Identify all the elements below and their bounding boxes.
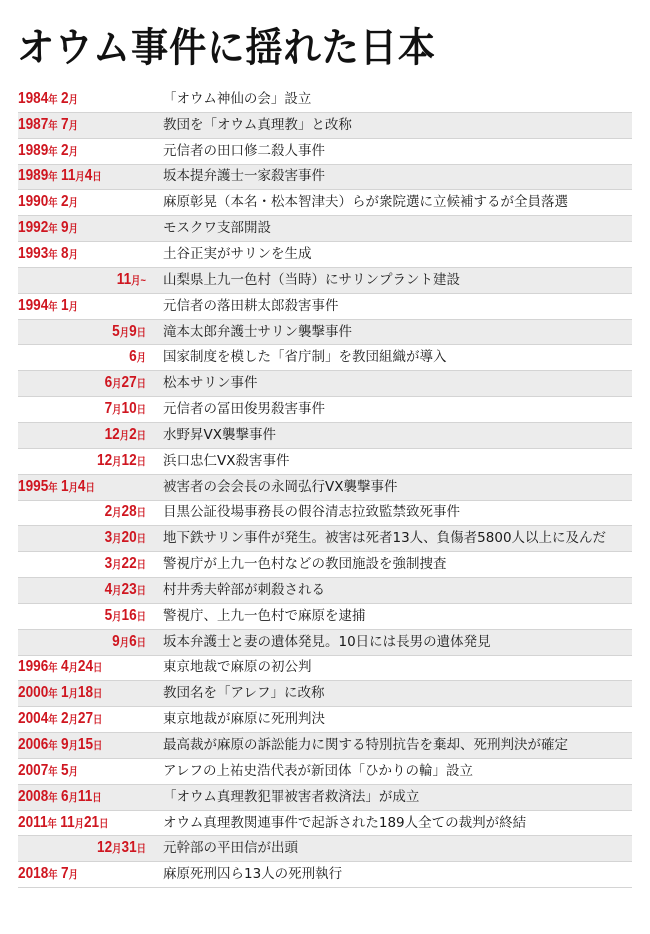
date-day: 2 bbox=[129, 425, 137, 443]
date-year: 1989 bbox=[18, 141, 49, 159]
event-description: 村井秀夫幹部が刺殺される bbox=[163, 581, 325, 598]
date-day-unit: 日 bbox=[136, 610, 146, 623]
event-date bbox=[36, 319, 147, 346]
date-year-unit: 年 bbox=[48, 248, 58, 261]
date-month: 11 bbox=[61, 167, 76, 185]
date-month: 12 bbox=[97, 839, 113, 857]
date-month: 1 bbox=[61, 296, 69, 314]
date-day: 11 bbox=[77, 787, 93, 805]
timeline-row bbox=[18, 320, 632, 346]
date-month: 11 bbox=[116, 270, 132, 288]
date-day: 24 bbox=[77, 658, 94, 676]
timeline-row bbox=[18, 294, 632, 320]
date-month-unit: 月 bbox=[68, 145, 78, 158]
event-date bbox=[36, 344, 147, 371]
date-year: 1993 bbox=[18, 244, 49, 262]
date-year: 2018 bbox=[18, 865, 49, 883]
date-suffix: ~ bbox=[140, 274, 146, 287]
date-day-unit: 日 bbox=[92, 171, 102, 184]
date-month-unit: 月 bbox=[68, 248, 78, 261]
date-day: 18 bbox=[77, 684, 94, 702]
date-year-unit: 年 bbox=[48, 119, 58, 132]
timeline-row bbox=[18, 242, 632, 268]
date-year: 1992 bbox=[18, 219, 49, 237]
timeline-row bbox=[18, 604, 632, 630]
event-description: 地下鉄サリン事件が発生。被害は死者13人、負傷者5800人以上に及んだ bbox=[163, 530, 607, 547]
date-day-unit: 日 bbox=[136, 584, 146, 597]
timeline-row bbox=[18, 681, 632, 707]
event-description: アレフの上祐史浩代表が新団体「ひかりの輪」設立 bbox=[163, 762, 473, 779]
event-description: 土谷正実がサリンを生成 bbox=[163, 245, 312, 262]
event-description: 教団名を「アレフ」に改称 bbox=[163, 685, 325, 702]
date-month-unit: 月 bbox=[131, 274, 141, 287]
event-date bbox=[36, 396, 147, 423]
event-date bbox=[18, 654, 130, 681]
timeline-row bbox=[18, 656, 632, 682]
timeline-row bbox=[18, 165, 632, 191]
event-date bbox=[18, 784, 130, 811]
event-description: 元信者の田口修二殺人事件 bbox=[163, 142, 325, 159]
timeline-row bbox=[18, 113, 632, 139]
date-month-unit: 月 bbox=[68, 791, 78, 804]
date-month: 2 bbox=[104, 503, 113, 521]
event-description: 最高裁が麻原の訴訟能力に関する特別抗告を棄却、死刑判決が確定 bbox=[163, 737, 568, 754]
timeline-row bbox=[18, 811, 632, 837]
date-day: 21 bbox=[83, 813, 100, 831]
date-month-unit: 月 bbox=[68, 300, 78, 313]
date-year-unit: 年 bbox=[48, 171, 58, 184]
timeline-row bbox=[18, 216, 632, 242]
date-year-unit: 年 bbox=[48, 93, 58, 106]
date-month: 2 bbox=[61, 193, 69, 211]
timeline-row bbox=[18, 733, 632, 759]
date-year-unit: 年 bbox=[48, 662, 58, 675]
event-description: 被害者の会会長の永岡弘行VX襲撃事件 bbox=[163, 478, 398, 495]
event-date bbox=[36, 267, 147, 294]
timeline-row bbox=[18, 268, 632, 294]
date-day-unit: 日 bbox=[92, 791, 102, 804]
date-month-unit: 月 bbox=[75, 171, 85, 184]
date-day-unit: 日 bbox=[136, 429, 146, 442]
date-year: 2006 bbox=[18, 736, 49, 754]
date-year-unit: 年 bbox=[48, 765, 58, 778]
timeline-row bbox=[18, 630, 632, 656]
date-day-unit: 日 bbox=[136, 404, 146, 417]
date-month: 5 bbox=[104, 606, 113, 624]
date-month: 2 bbox=[61, 710, 69, 728]
date-month: 6 bbox=[61, 787, 69, 805]
date-month-unit: 月 bbox=[112, 455, 122, 468]
event-description: 松本サリン事件 bbox=[163, 375, 258, 392]
date-day-unit: 日 bbox=[136, 636, 146, 649]
event-date bbox=[18, 293, 130, 320]
event-description: 滝本太郎弁護士サリン襲撃事件 bbox=[163, 323, 352, 340]
event-description: 浜口忠仁VX殺害事件 bbox=[163, 452, 290, 469]
event-description: 山梨県上九一色村（当時）にサリンプラント建設 bbox=[163, 271, 460, 288]
date-month: 8 bbox=[61, 244, 69, 262]
date-month-unit: 月 bbox=[112, 559, 122, 572]
date-year: 1995 bbox=[18, 477, 49, 495]
timeline-row bbox=[18, 862, 632, 888]
event-date bbox=[18, 680, 130, 707]
event-date bbox=[36, 525, 147, 552]
event-date bbox=[18, 215, 130, 242]
date-month-unit: 月 bbox=[68, 662, 78, 675]
event-date bbox=[18, 138, 130, 165]
date-month: 11 bbox=[60, 813, 75, 831]
date-day: 9 bbox=[129, 322, 137, 340]
timeline-row bbox=[18, 139, 632, 165]
event-description: 麻原彰晃（本名・松本智津夫）らが衆院選に立候補するが全員落選 bbox=[163, 194, 568, 211]
date-month-unit: 月 bbox=[68, 714, 78, 727]
date-year-unit: 年 bbox=[48, 223, 58, 236]
event-date bbox=[36, 551, 147, 578]
date-year: 1987 bbox=[18, 115, 49, 133]
event-description: 国家制度を模した「省庁制」を教団組織が導入 bbox=[163, 349, 447, 366]
date-year-unit: 年 bbox=[48, 688, 58, 701]
date-day: 15 bbox=[77, 736, 94, 754]
date-month: 12 bbox=[104, 425, 120, 443]
timeline-row bbox=[18, 449, 632, 475]
date-month-unit: 月 bbox=[68, 869, 78, 882]
date-year: 2008 bbox=[18, 787, 49, 805]
event-description: 麻原死刑囚ら13人の死刑執行 bbox=[163, 866, 343, 883]
date-month-unit: 月 bbox=[68, 93, 78, 106]
event-description: 元信者の落田耕太郎殺害事件 bbox=[163, 297, 339, 314]
timeline-row bbox=[18, 190, 632, 216]
date-month: 7 bbox=[104, 400, 113, 418]
date-month-unit: 月 bbox=[112, 610, 122, 623]
date-year: 2011 bbox=[18, 813, 48, 831]
date-month: 2 bbox=[61, 89, 69, 107]
event-description: 水野昇VX襲撃事件 bbox=[163, 426, 276, 443]
date-month-unit: 月 bbox=[112, 584, 122, 597]
timeline-row bbox=[18, 578, 632, 604]
date-month-unit: 月 bbox=[68, 119, 78, 132]
date-month-unit: 月 bbox=[119, 326, 130, 339]
date-year-unit: 年 bbox=[48, 145, 58, 158]
date-month-unit: 月 bbox=[74, 817, 84, 830]
date-year: 2000 bbox=[18, 684, 49, 702]
date-day: 22 bbox=[121, 555, 137, 573]
date-month: 9 bbox=[112, 632, 120, 650]
date-month: 3 bbox=[104, 529, 113, 547]
event-description: 元幹部の平田信が出頭 bbox=[163, 840, 298, 857]
event-date bbox=[36, 835, 147, 862]
date-day: 12 bbox=[121, 451, 137, 469]
date-month: 5 bbox=[112, 322, 120, 340]
event-date bbox=[18, 706, 130, 733]
date-month-unit: 月 bbox=[68, 765, 78, 778]
date-day-unit: 日 bbox=[136, 455, 146, 468]
timeline-row bbox=[18, 345, 632, 371]
date-month: 6 bbox=[129, 348, 137, 366]
date-day: 10 bbox=[121, 400, 137, 418]
date-month-unit: 月 bbox=[119, 636, 130, 649]
event-description: 目黒公証役場事務長の假谷清志拉致監禁致死事件 bbox=[163, 504, 460, 521]
date-month-unit: 月 bbox=[68, 197, 78, 210]
date-year-unit: 年 bbox=[48, 481, 58, 494]
date-month: 1 bbox=[61, 684, 69, 702]
date-month-unit: 月 bbox=[136, 352, 146, 365]
event-date bbox=[36, 448, 147, 475]
date-year-unit: 年 bbox=[48, 740, 58, 753]
timeline-row bbox=[18, 87, 632, 113]
date-day: 16 bbox=[121, 606, 137, 624]
event-description: 東京地裁で麻原の初公判 bbox=[163, 659, 312, 676]
event-date bbox=[18, 810, 130, 837]
event-date bbox=[18, 861, 130, 888]
date-year-unit: 年 bbox=[48, 869, 58, 882]
date-day: 4 bbox=[84, 167, 93, 185]
event-date bbox=[36, 603, 147, 630]
event-description: 「オウム神仙の会」設立 bbox=[163, 90, 312, 107]
page-title: オウム事件に揺れた日本 bbox=[17, 25, 437, 71]
date-day-unit: 日 bbox=[93, 740, 103, 753]
date-day: 6 bbox=[129, 632, 137, 650]
event-description: 「オウム真理教犯罪被害者救済法」が成立 bbox=[163, 788, 420, 805]
date-day: 28 bbox=[121, 503, 137, 521]
date-year-unit: 年 bbox=[48, 300, 58, 313]
date-month-unit: 月 bbox=[68, 688, 78, 701]
event-description: 坂本提弁護士一家殺害事件 bbox=[163, 168, 325, 185]
date-year-unit: 年 bbox=[47, 817, 57, 830]
timeline-row bbox=[18, 836, 632, 862]
date-month-unit: 月 bbox=[112, 533, 122, 546]
event-description: オウム真理教関連事件で起訴された189人全ての裁判が終結 bbox=[163, 814, 527, 831]
event-date bbox=[18, 86, 130, 113]
date-year-unit: 年 bbox=[48, 714, 58, 727]
timeline-row bbox=[18, 475, 632, 501]
date-month: 9 bbox=[61, 736, 69, 754]
date-year-unit: 年 bbox=[48, 197, 58, 210]
timeline-table bbox=[18, 87, 632, 888]
date-month-unit: 月 bbox=[68, 223, 78, 236]
date-month: 6 bbox=[104, 374, 113, 392]
date-day-unit: 日 bbox=[136, 533, 146, 546]
date-day: 23 bbox=[121, 580, 137, 598]
date-day-unit: 日 bbox=[85, 481, 95, 494]
event-description: 東京地裁が麻原に死刑判決 bbox=[163, 711, 325, 728]
timeline-row bbox=[18, 759, 632, 785]
timeline-row bbox=[18, 552, 632, 578]
date-day-unit: 日 bbox=[136, 559, 146, 572]
date-month: 4 bbox=[104, 580, 113, 598]
date-month-unit: 月 bbox=[112, 507, 122, 520]
timeline-row bbox=[18, 423, 632, 449]
date-day: 20 bbox=[121, 529, 137, 547]
date-day: 27 bbox=[121, 374, 137, 392]
date-month-unit: 月 bbox=[119, 429, 130, 442]
date-day-unit: 日 bbox=[136, 507, 146, 520]
date-month-unit: 月 bbox=[112, 843, 122, 856]
date-day-unit: 日 bbox=[136, 378, 146, 391]
date-day-unit: 日 bbox=[99, 817, 109, 830]
date-month: 3 bbox=[104, 555, 113, 573]
date-month: 5 bbox=[61, 761, 69, 779]
date-year: 1994 bbox=[18, 296, 49, 314]
date-month-unit: 月 bbox=[112, 404, 122, 417]
timeline-row bbox=[18, 707, 632, 733]
date-month: 2 bbox=[61, 141, 69, 159]
event-date bbox=[18, 112, 130, 139]
date-month: 7 bbox=[61, 115, 69, 133]
date-year: 2004 bbox=[18, 710, 49, 728]
event-date bbox=[18, 474, 130, 501]
event-description: 坂本弁護士と妻の遺体発見。10日には長男の遺体発見 bbox=[163, 633, 491, 650]
date-year: 1990 bbox=[18, 193, 49, 211]
event-date bbox=[18, 163, 130, 190]
date-day-unit: 日 bbox=[136, 843, 146, 856]
event-date bbox=[18, 241, 130, 268]
date-year: 1989 bbox=[18, 167, 49, 185]
date-month: 12 bbox=[97, 451, 113, 469]
event-description: 教団を「オウム真理教」と改称 bbox=[163, 116, 352, 133]
date-month: 7 bbox=[61, 865, 69, 883]
event-description: 元信者の冨田俊男殺害事件 bbox=[163, 401, 325, 418]
date-month: 4 bbox=[61, 658, 69, 676]
timeline-row bbox=[18, 397, 632, 423]
date-day: 31 bbox=[121, 839, 137, 857]
timeline-row bbox=[18, 501, 632, 527]
timeline-row bbox=[18, 785, 632, 811]
date-day-unit: 日 bbox=[136, 326, 146, 339]
date-day-unit: 日 bbox=[93, 662, 103, 675]
event-date bbox=[36, 422, 147, 449]
event-date bbox=[36, 499, 147, 526]
event-description: 警視庁、上九一色村で麻原を逮捕 bbox=[163, 607, 366, 624]
date-day-unit: 日 bbox=[93, 688, 103, 701]
event-date bbox=[18, 758, 130, 785]
date-year-unit: 年 bbox=[48, 791, 58, 804]
timeline-row bbox=[18, 526, 632, 552]
date-day: 4 bbox=[77, 477, 86, 495]
event-description: 警視庁が上九一色村などの教団施設を強制捜査 bbox=[163, 556, 447, 573]
date-month-unit: 月 bbox=[112, 378, 122, 391]
date-month: 9 bbox=[61, 219, 69, 237]
event-date bbox=[36, 370, 147, 397]
date-day-unit: 日 bbox=[93, 714, 103, 727]
event-date bbox=[36, 577, 147, 604]
timeline-row bbox=[18, 371, 632, 397]
event-date bbox=[18, 732, 130, 759]
event-description: モスクワ支部開設 bbox=[163, 220, 271, 237]
date-month-unit: 月 bbox=[68, 740, 78, 753]
date-day: 27 bbox=[77, 710, 94, 728]
date-month-unit: 月 bbox=[68, 481, 78, 494]
date-year: 1984 bbox=[18, 89, 49, 107]
date-year: 1996 bbox=[18, 658, 49, 676]
date-month: 1 bbox=[61, 477, 69, 495]
date-year: 2007 bbox=[18, 761, 49, 779]
event-date bbox=[18, 189, 130, 216]
event-date bbox=[36, 629, 147, 656]
